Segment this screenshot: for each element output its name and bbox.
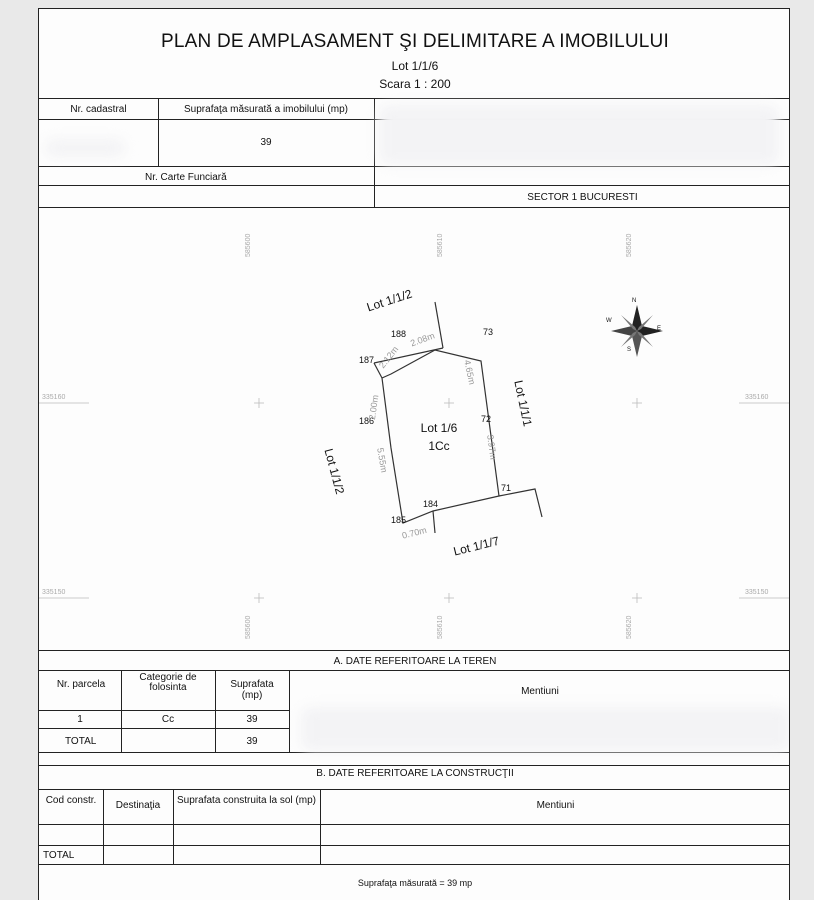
nr-cadastral-label: Nr. cadastral [70, 104, 127, 115]
point-label: 186 [359, 416, 375, 426]
grid-x-label: 585620 [626, 233, 633, 257]
redacted-area [301, 707, 790, 751]
distance-label: 5.55m [375, 447, 390, 474]
section-a-col [121, 670, 122, 752]
point-label: 187 [359, 355, 375, 365]
document-title: PLAN DE AMPLASAMENT ŞI DELIMITARE A IMOBILULUI [161, 31, 669, 52]
parcel-code: 1Cc [428, 439, 450, 453]
grid-y-label: 335150 [42, 589, 66, 596]
neighbour-line-right [499, 489, 542, 517]
header-nr-parcela: Nr. parcela [56, 679, 106, 690]
distance-label: 2.00m [367, 394, 381, 421]
header-mentiuni: Mentiuni [521, 686, 559, 697]
parcel-name: Lot 1/6 [420, 421, 458, 435]
redacted-area [45, 139, 125, 157]
row-categorie: Cc [161, 714, 175, 725]
neighbour-line-bottom [433, 511, 435, 533]
header-divider [39, 98, 790, 99]
grid-x-label: 585620 [626, 615, 633, 639]
distance-label: 4.65m [462, 359, 478, 386]
section-a-bottom [39, 752, 790, 753]
section-a-col [289, 670, 290, 752]
grid-x-label: 585600 [245, 233, 252, 257]
footer-total-surface: Suprafaţa măsurată = 39 mp [357, 878, 473, 888]
compass-north: N [632, 298, 637, 304]
section-b-bottom [39, 864, 790, 865]
total-suprafata: 39 [246, 736, 258, 747]
header-suprafata-construita: Suprafata construita la sol (mp) [177, 795, 316, 806]
lot-label-bottom: Lot 1/1/7 [452, 533, 501, 559]
lot-number: Lot 1/1/6 [391, 59, 439, 73]
header-mentiuni-b: Mentiuni [536, 800, 575, 811]
point-label: 188 [391, 329, 407, 339]
grid-x-label: 585610 [437, 615, 444, 639]
row-nr: 1 [77, 714, 83, 725]
section-b-row-line [39, 845, 790, 846]
section-b-col [173, 789, 174, 864]
lot-label-right: Lot 1/1/1 [511, 379, 535, 428]
header-categorie: Categorie de folosinta [139, 672, 197, 693]
grid-y-label: 335150 [745, 589, 769, 596]
compass-west: W [606, 318, 612, 324]
info-col-line-2 [374, 98, 375, 207]
point-label: 185 [391, 515, 407, 525]
info-row-line-3 [39, 185, 790, 186]
section-b-title: B. DATE REFERITOARE LA CONSTRUCŢII [316, 768, 514, 779]
point-label: 72 [481, 414, 492, 424]
section-a-title-line [39, 670, 790, 671]
suprafata-value: 39 [260, 137, 272, 148]
lot-label-left: Lot 1/1/2 [321, 447, 348, 496]
carte-funciara-label: Nr. Carte Funciară [145, 172, 227, 183]
section-b-title-line [39, 789, 790, 790]
compass-south: S [627, 347, 632, 353]
sector-label: SECTOR 1 BUCURESTI [527, 192, 638, 203]
distance-label: 2.08m [409, 330, 436, 349]
distance-label: 3.97m [485, 434, 499, 461]
parcel-boundary [374, 350, 499, 523]
grid-y-label: 335160 [745, 394, 769, 401]
point-label: 71 [501, 483, 512, 493]
distance-label: 2.12m [377, 344, 401, 371]
section-a-title: A. DATE REFERITOARE LA TEREN [333, 656, 497, 667]
compass-east: E [657, 326, 662, 332]
compass-rose-icon [611, 305, 663, 357]
info-row-line-2 [39, 166, 790, 167]
point-label: 184 [423, 499, 439, 509]
lot-label-top: Lot 1/1/2 [365, 286, 414, 315]
section-a-row-line [39, 728, 289, 729]
scale-label: Scara 1 : 200 [379, 77, 451, 91]
grid-y-label: 335160 [42, 394, 66, 401]
row-suprafata: 39 [246, 714, 258, 725]
suprafata-label: Suprafaţa măsurată a imobilului (mp) [184, 104, 348, 115]
header-suprafata: Suprafata (mp) [230, 679, 274, 701]
redacted-area [379, 105, 779, 165]
header-destinatia: Destinaţia [115, 800, 161, 811]
total-label: TOTAL [65, 736, 97, 747]
section-b-header-line [39, 824, 790, 825]
point-label: 73 [483, 327, 494, 337]
section-a-top [39, 650, 790, 651]
neighbour-line-top [435, 302, 443, 348]
header-cod: Cod constr. [45, 795, 97, 806]
document-sheet [38, 8, 790, 900]
section-a-header-line [39, 710, 289, 711]
total-label-b: TOTAL [43, 850, 75, 861]
grid-x-label: 585600 [245, 615, 252, 639]
grid-x-label: 585610 [437, 233, 444, 257]
distance-label: 0.70m [401, 524, 428, 541]
section-b-top [39, 765, 790, 766]
